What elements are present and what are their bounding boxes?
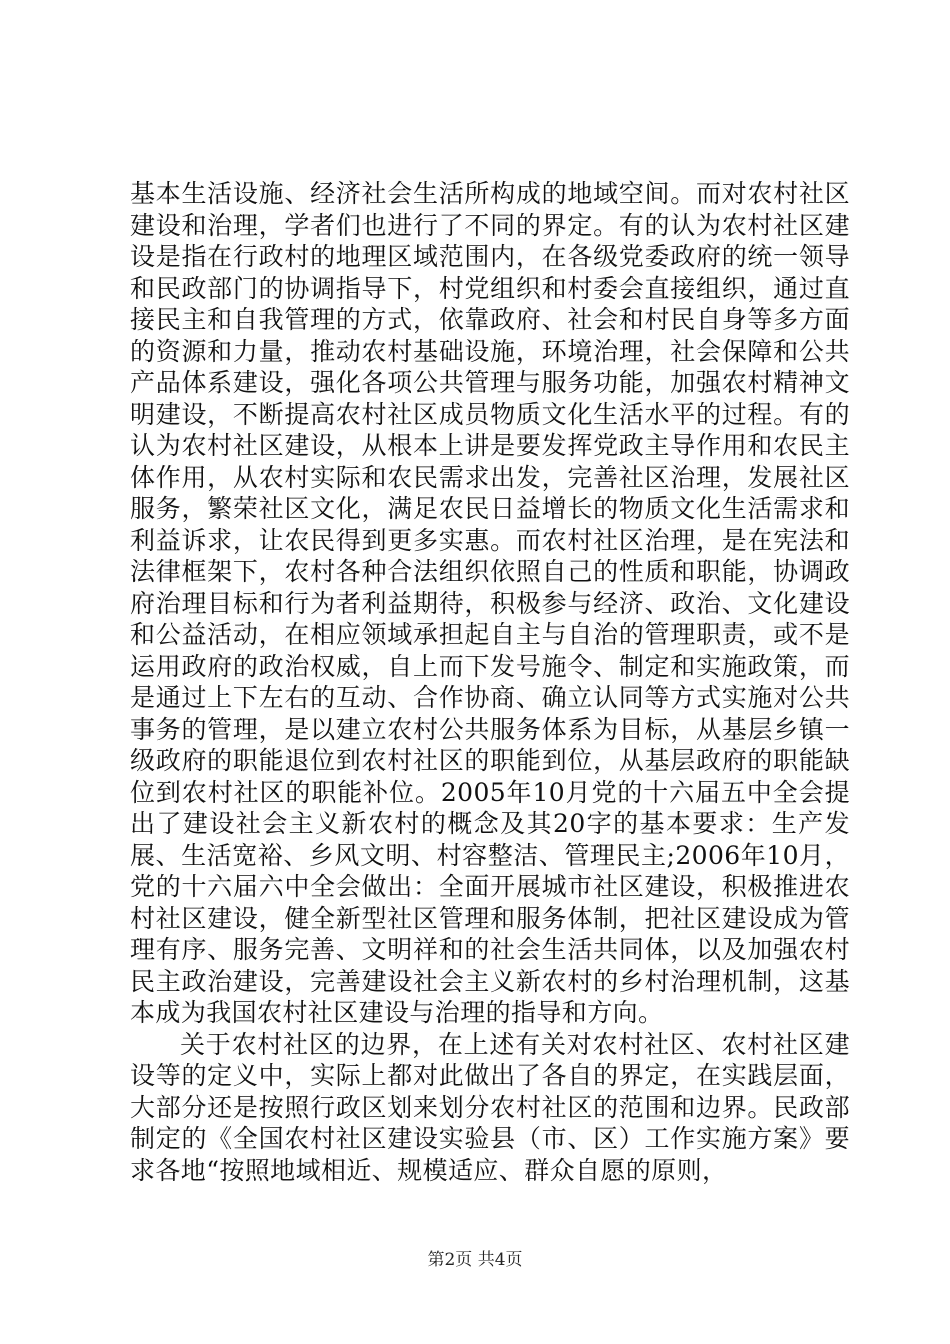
paragraph-2: 关于农村社区的边界，在上述有关对农村社区、农村社区建设等的定义中，实际上都对此做出了各自的界定，在实践层面，大部分还是按照行政区划来划分农村社区的范围和边界。民政部制定的《全国农村社区建设实验县（市、区）工作实施方案》要求各地“按照地域相近、规模适应、群众自愿的原则，: [130, 1029, 850, 1185]
page-footer: 第2页 共4页: [427, 1250, 523, 1270]
paragraph-1: 基本生活设施、经济社会生活所构成的地域空间。而对农村社区建设和治理，学者们也进行了不同的界定。有的认为农村社区建设是指在行政村的地理区域范围内，在各级党委政府的统一领导和民政部门的协调指导下，村党组织和村委会直接组织，通过直接民主和自我管理的方式，依靠政府、社会和村民自身等多方面的资源和力量，推动农村基础设施，环境治理，社会保障和公共产品体系建设，强化各项公共管理与服务功能，加强农村精神文明建设，不断提高农村社区成员物质文化生活水平的过程。有的认为农村社区建设，从根本上讲是要发挥党政主导作用和农民主体作用，从农村实际和农民需求出发，完善社区治理，发展社区服务，繁荣社区文化，满足农民日益增长的物质文化生活需求和利益诉求，让农民得到更多实惠。而农村社区治理，是在宪法和法律框架下，农村各种合法组织依照自己的性质和职能，协调政府治理目标和行为者利益期待，积极参与经济、政治、文化建设和公益活动，在相应领域承担起自主与自治的管理职责，或不是运用政府的政治权威，自上而下发号施令、制定和实施政策，而是通过上下左右的互动、合作协商、确立认同等方式实施对公共事务的管理，是以建立农村公共服务体系为目标，从基层乡镇一级政府的职能退位到农村社区的职能到位，从基层政府的职能缺位到农村社区的职能补位。2005年10月党的十六届五中全会提出了建设社会主义新农村的概念及其20字的基本要求：生产发展、生活宽裕、乡风文明、村容整洁、管理民主;2006年10月，党的十六届六中全会做出：全面开展城市社区建设，积极推进农村社区建设，健全新型社区管理和服务体制，把社区建设成为管理有序、服务完善、文明祥和的社会生活共同体，以及加强农村民主政治建设，完善建设社会主义新农村的乡村治理机制，这基本成为我国农村社区建设与治理的指导和方向。: [130, 179, 850, 1027]
document-body: [130, 178, 850, 1186]
